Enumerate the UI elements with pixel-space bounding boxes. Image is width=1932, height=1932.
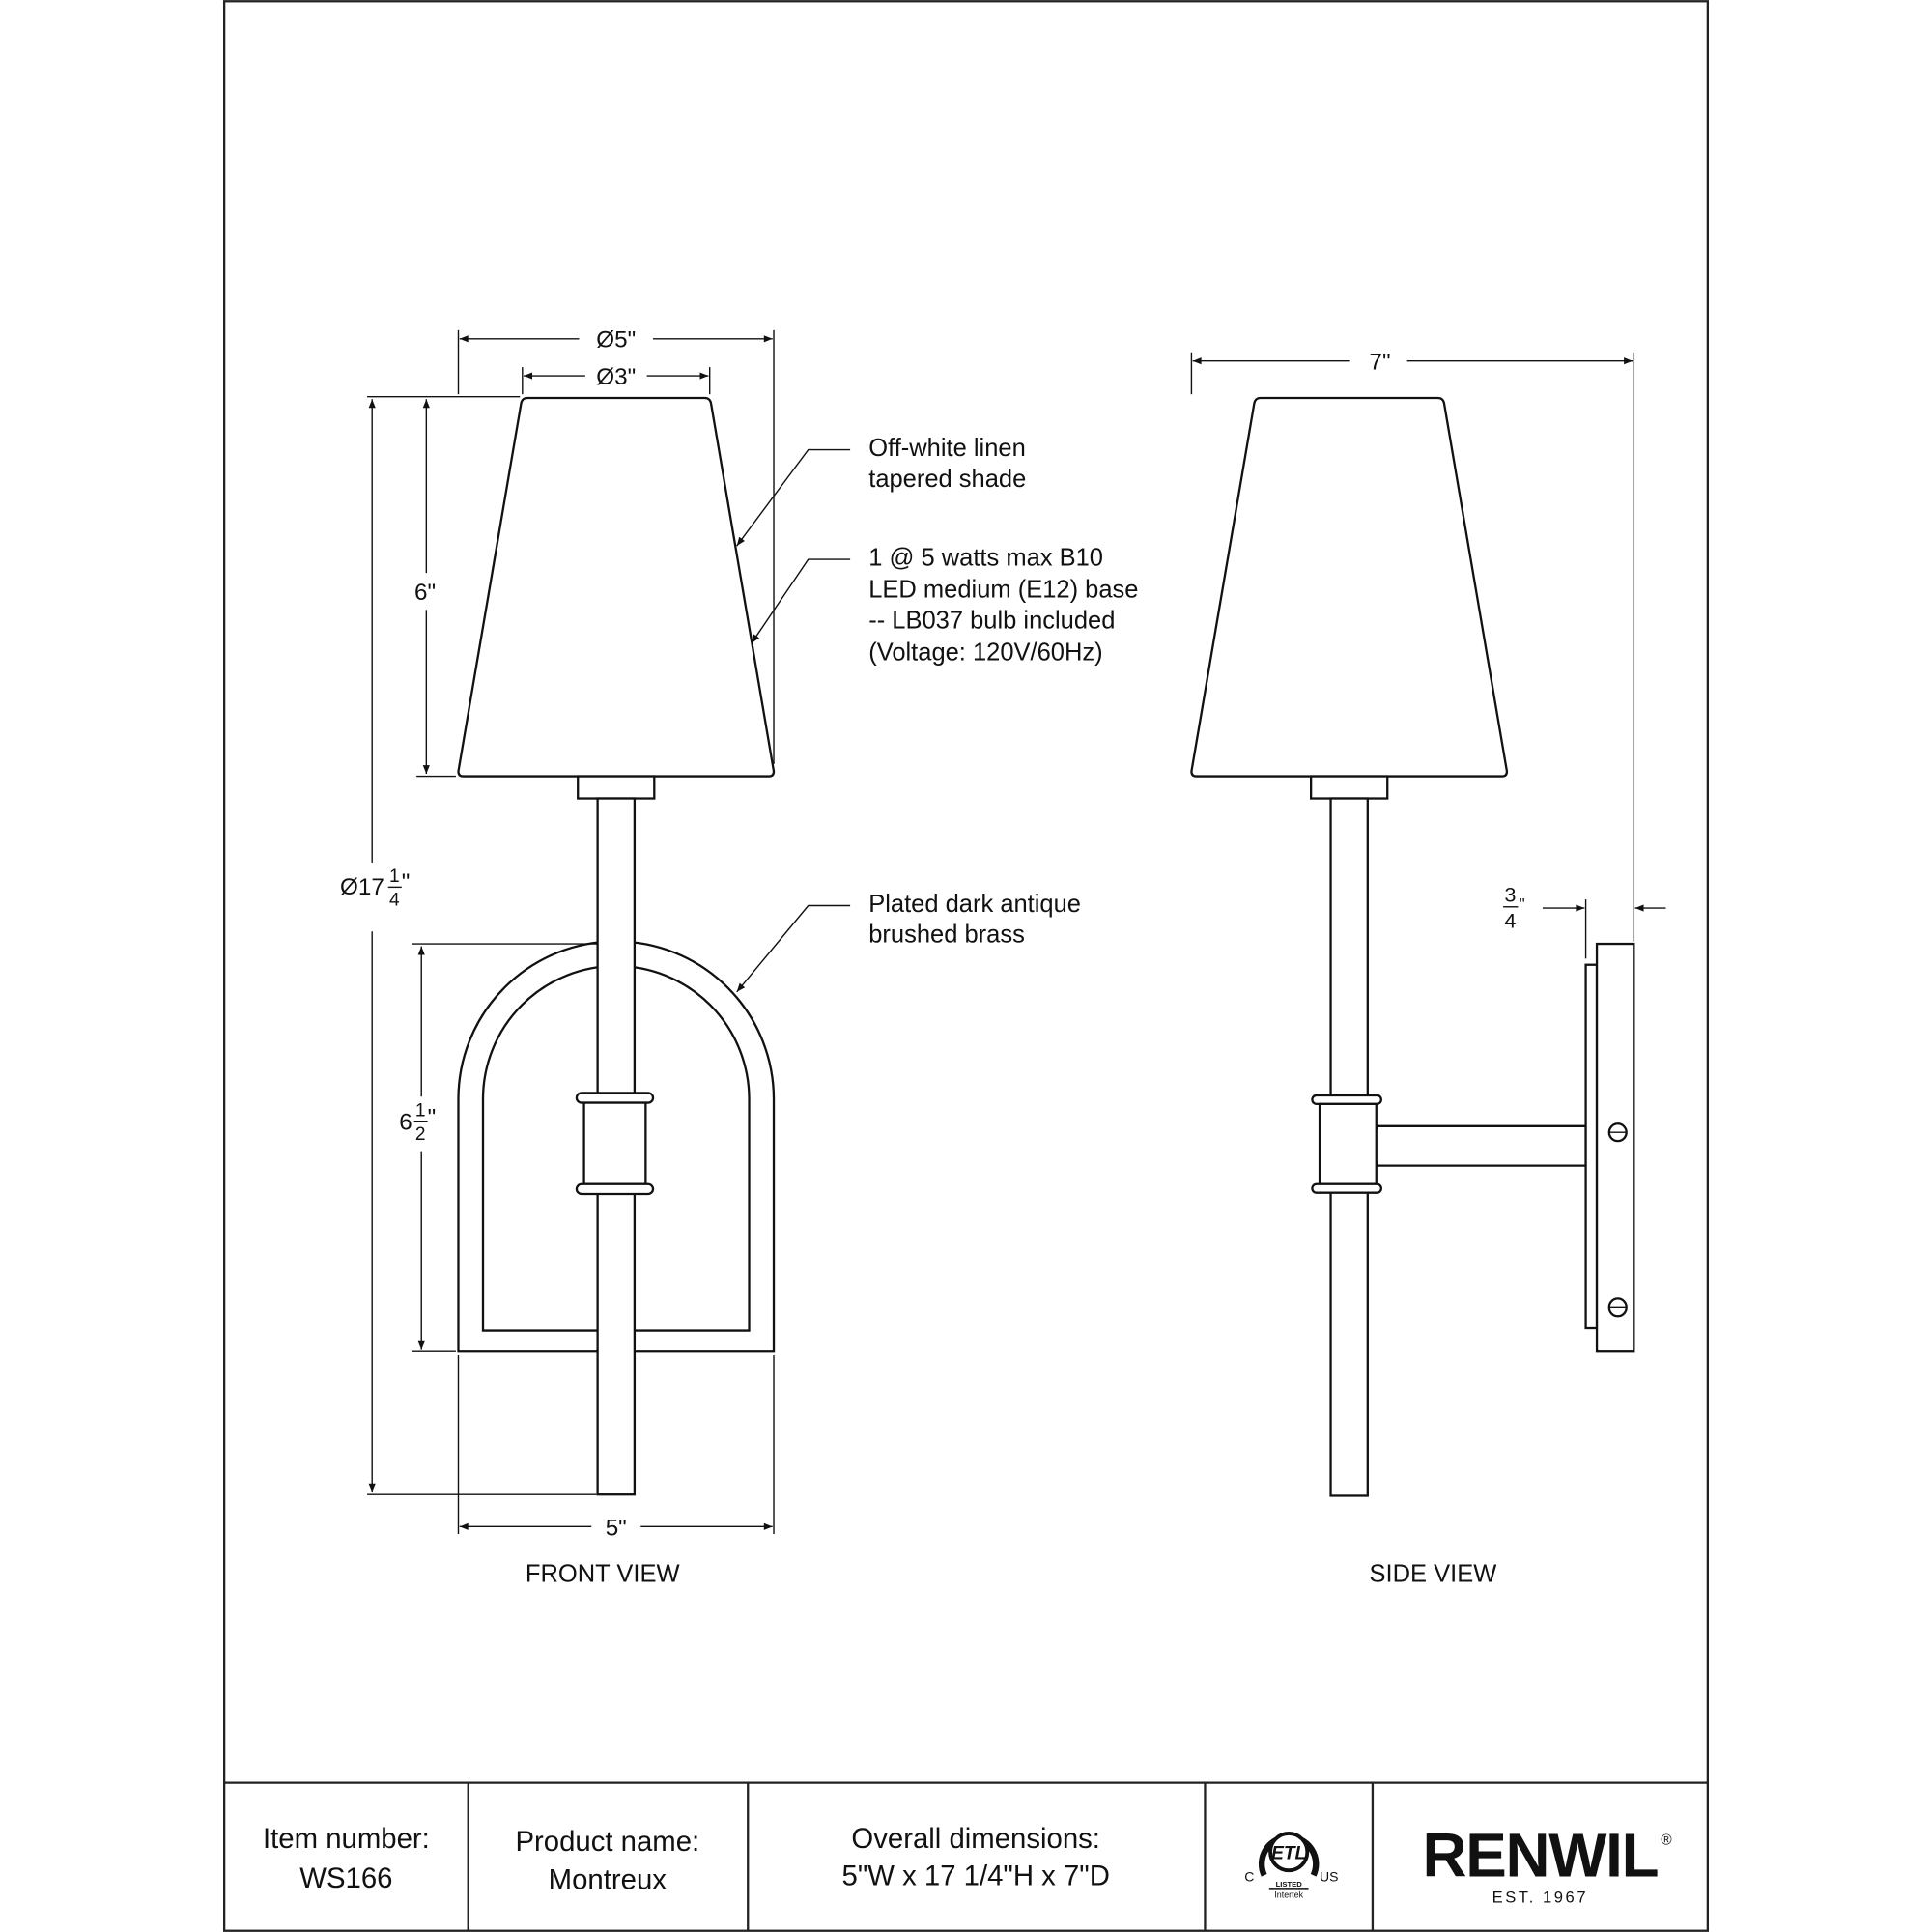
svg-text:brushed brass: brushed brass	[868, 921, 1025, 949]
dim-overall-depth: 7"	[1369, 349, 1391, 376]
svg-text:tapered shade: tapered shade	[868, 465, 1027, 493]
front-socket-cup	[578, 777, 654, 799]
item-number-label: Item number:	[263, 1823, 430, 1856]
svg-text:": "	[1519, 895, 1525, 914]
svg-text:2: 2	[414, 1123, 426, 1145]
side-canopy-spacer	[1586, 965, 1597, 1328]
callout-shade	[868, 435, 1026, 493]
svg-text:LED medium (E12) base: LED medium (E12) base	[868, 576, 1139, 604]
dim-overall-width: 5"	[605, 1515, 627, 1542]
svg-text:(Voltage: 120V/60Hz): (Voltage: 120V/60Hz)	[868, 639, 1103, 667]
front-view-label: FRONT VIEW	[525, 1560, 680, 1588]
svg-text:": "	[427, 1104, 437, 1131]
callout-finish	[868, 891, 1081, 949]
front-collar-ring-top	[577, 1093, 653, 1102]
front-view	[340, 327, 1138, 1588]
svg-text:Intertek: Intertek	[1274, 1889, 1304, 1900]
side-view	[1191, 350, 1665, 1588]
side-collar-ring-top	[1312, 1095, 1380, 1104]
title-block	[263, 1783, 1672, 1931]
front-collar-ring-bottom	[577, 1184, 653, 1194]
side-backplate	[1597, 944, 1634, 1351]
registered-mark: ®	[1661, 1832, 1672, 1849]
renwil-logo	[1422, 1821, 1672, 1907]
product-name-value: Montreux	[548, 1863, 667, 1896]
side-arm	[1374, 1126, 1585, 1166]
dim-backplate-height	[399, 1101, 436, 1145]
callout-bulb	[868, 544, 1138, 666]
svg-text:LISTED: LISTED	[1275, 1879, 1302, 1889]
svg-text:1: 1	[389, 867, 400, 888]
svg-text:Off-white linen: Off-white linen	[868, 434, 1026, 462]
svg-text:3: 3	[1504, 882, 1517, 907]
svg-text:ETL: ETL	[1271, 1843, 1307, 1864]
item-number-value: WS166	[299, 1862, 393, 1895]
drawing-frame	[224, 1, 1708, 1930]
dim-overall-height	[340, 867, 410, 910]
svg-text:US: US	[1320, 1868, 1339, 1885]
svg-text:Ø17: Ø17	[340, 874, 384, 901]
svg-text:Plated dark antique: Plated dark antique	[868, 890, 1081, 918]
svg-text:1 @ 5 watts max B10: 1 @ 5 watts max B10	[868, 544, 1103, 572]
overall-dimensions-cell	[842, 1823, 1110, 1891]
brand-tagline: EST. 1967	[1492, 1888, 1589, 1907]
front-collar	[584, 1103, 646, 1184]
item-number-cell	[263, 1823, 430, 1894]
svg-text:": "	[401, 868, 411, 895]
svg-text:6: 6	[399, 1109, 412, 1136]
dim-backplate-depth	[1503, 883, 1525, 933]
side-collar-ring-bottom	[1312, 1184, 1380, 1193]
product-name-label: Product name:	[515, 1825, 700, 1858]
overall-dimensions-value: 5"W x 17 1/4"H x 7"D	[841, 1860, 1110, 1892]
svg-text:C: C	[1244, 1868, 1255, 1885]
dim-shade-height: 6"	[414, 580, 437, 607]
svg-text:1: 1	[414, 1100, 426, 1122]
dim-shade-bottom-diameter: Ø5"	[596, 327, 637, 354]
side-collar	[1320, 1104, 1377, 1184]
screw-icon	[1609, 1298, 1627, 1316]
front-shade	[458, 398, 774, 777]
side-view-label: SIDE VIEW	[1369, 1560, 1497, 1588]
brand-name: RENWIL	[1422, 1820, 1659, 1890]
etl-listed-icon	[1244, 1833, 1338, 1899]
side-shade	[1191, 398, 1507, 777]
product-name-cell	[515, 1826, 699, 1896]
screw-icon	[1609, 1123, 1627, 1141]
svg-text:4: 4	[1504, 908, 1517, 933]
overall-dimensions-label: Overall dimensions:	[851, 1823, 1100, 1856]
side-socket-cup	[1311, 777, 1387, 799]
svg-text:-- LB037 bulb included: -- LB037 bulb included	[868, 607, 1116, 635]
dim-shade-top-diameter: Ø3"	[596, 363, 637, 390]
svg-text:4: 4	[389, 890, 400, 911]
